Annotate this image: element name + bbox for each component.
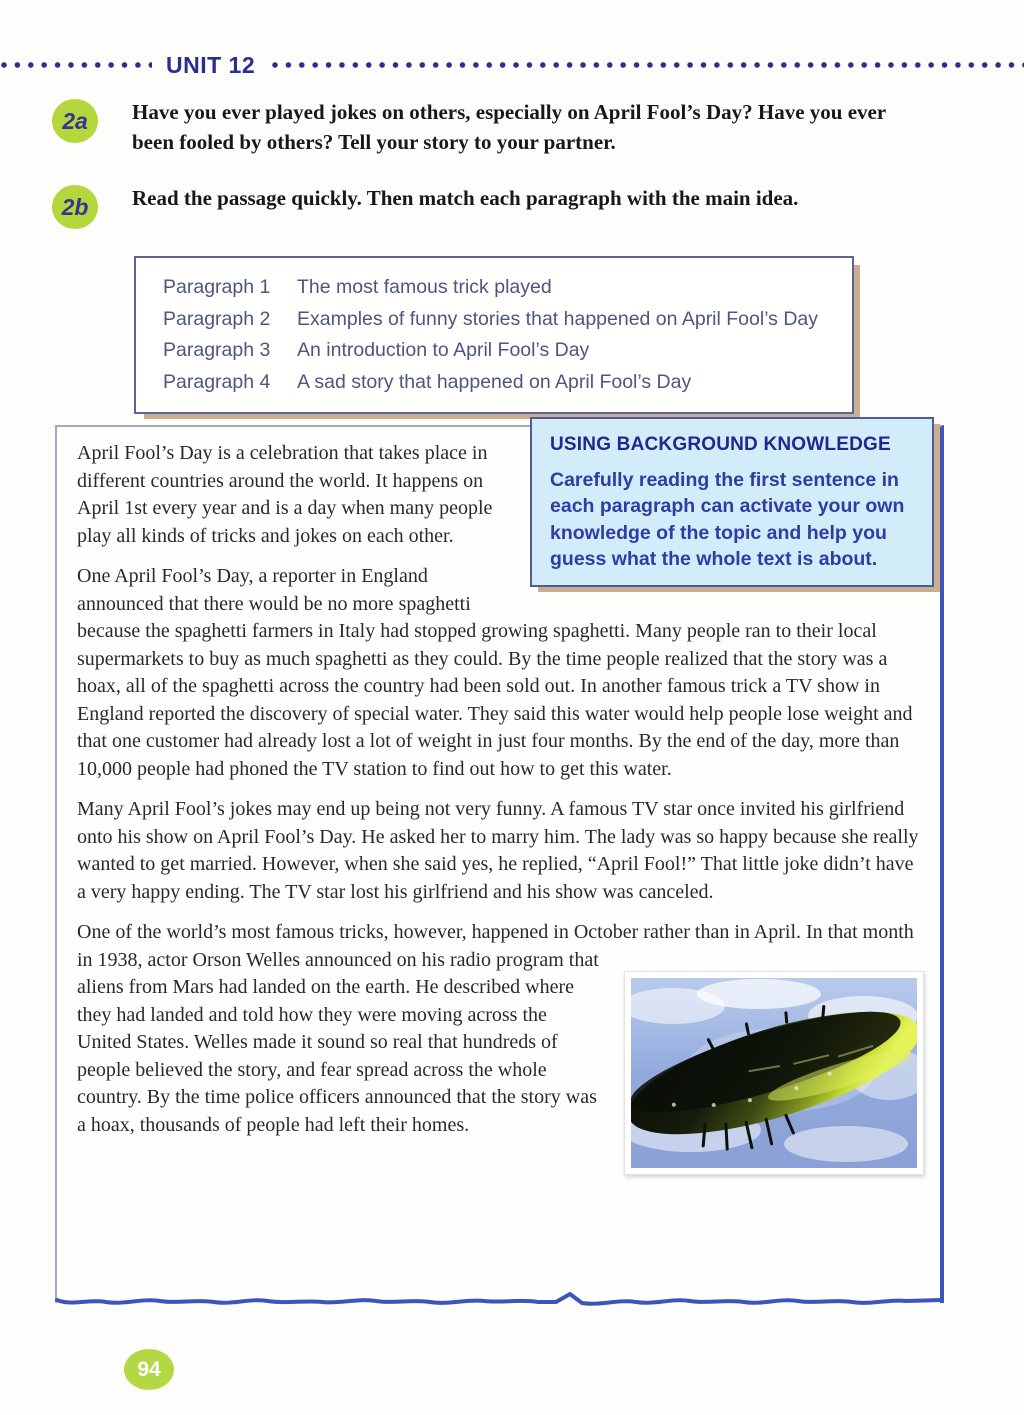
paragraph-label: Paragraph 2: [163, 307, 271, 330]
paragraph-4-text-start: One of the world’s most famous tricks, however, happened in October rather than in April. In that month in 1938, actor Orson Welles announced on his radio program: [77, 921, 914, 971]
reading-passage-box: [55, 425, 944, 1303]
exercise-2b-instruction: Read the passage quickly. Then match each paragraph with the main idea.: [132, 186, 799, 210]
main-idea: Examples of funny stories that happened on April Fool’s Day: [297, 307, 819, 330]
paragraph-3-text: Many April Fool’s jokes may end up being not very funny. A famous TV star once invited his girlfriend onto his show on April Fool’s Day. He asked her to marry him. The lady was so happy because she really wanted to get married. However, when she said yes, he replied, “April Fool!” That little joke didn’t have a very happy ending. The TV star lost his girlfriend and his show was canceled.: [77, 798, 919, 903]
paragraph-2-text: One April Fool’s Day, a reporter in England announced that there would be no more spaghetti because the spaghetti farmers in Italy had stopped growing spaghetti. Many people ran to their local supermarkets to buy as much spaghetti as they could. By the time people realized that the story was a hoax, all of the spaghetti across the country had been sold out. In another famous trick a TV show in England reported the discovery of special water. They said this water would help people lose weight and that one customer had already lost a lot of weight in just four months. By the end of the day, more than 10,000 people had phoned the TV station to find out how to get this water.: [77, 565, 913, 780]
page-number-badge: 94: [124, 1349, 174, 1390]
paragraph-label: Paragraph 1: [163, 276, 271, 298]
matching-box: [134, 256, 854, 414]
matching-row: [163, 335, 842, 367]
paragraph-label: Paragraph 3: [163, 339, 271, 361]
tip-box: [530, 417, 934, 587]
matching-row: [163, 272, 842, 304]
hand-drawn-bottom-edge: [54, 1291, 947, 1311]
passage-paragraph-3: [77, 796, 926, 906]
main-idea: A sad story that happened on April Fool’s Day: [297, 370, 692, 393]
paragraph-label: Paragraph 4: [163, 370, 271, 393]
paragraph-4-text-rest: that aliens from Mars had landed on the earth. He described where they had landed and told how they were moving across the United States. Welles made it sound so real that hundreds of people believed the story, and fear spread across the whole country. By the time police officers announced that the story was a hoax, thousands of people had left their homes.: [77, 948, 599, 1136]
ufo-photo: [624, 971, 924, 1175]
header-dots-left: [0, 61, 152, 69]
main-idea: The most famous trick played: [297, 276, 552, 298]
exercise-2b: [52, 183, 832, 229]
header-dots-right: [271, 61, 1024, 69]
ufo-photo-illustration: [631, 978, 917, 1168]
passage-paragraph-2: [77, 563, 926, 783]
matching-row: [163, 304, 842, 336]
exercise-2b-badge: 2b: [52, 185, 98, 229]
tip-box-title: USING BACKGROUND KNOWLEDGE: [550, 434, 891, 455]
main-idea: An introduction to April Fool’s Day: [297, 339, 590, 361]
tip-box-text: Carefully reading the first sentence in each paragraph can activate your own knowledge of the topic and help you guess what the whole text is about.: [550, 468, 905, 570]
passage-paragraph-1: [77, 434, 926, 570]
matching-row: [163, 367, 842, 399]
exercise-2a-badge: 2a: [52, 99, 98, 143]
exercise-2a-instruction: Have you ever played jokes on others, especially on April Fool’s Day? Have you ever been fooled by others? Tell your story to your partner.: [132, 100, 886, 154]
unit-header-label: UNIT 12: [166, 51, 256, 78]
unit-header: [0, 50, 1024, 80]
passage-paragraph-4: [77, 919, 926, 1139]
exercise-2a: [52, 97, 902, 157]
paragraph-1-text: April Fool’s Day is a celebration that takes place in different countries around the world. It happens on April 1st every year and is a day when many people play all kinds of tricks and jokes on each other.: [77, 442, 493, 547]
